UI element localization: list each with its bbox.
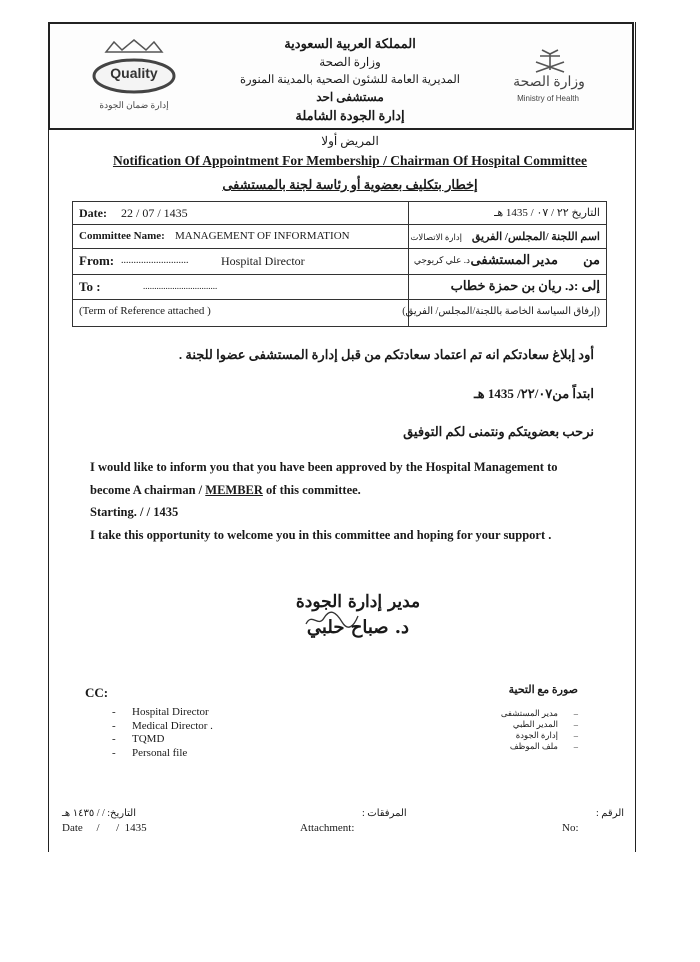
arabic-body-line-3: نرحب بعضويتكم ونتمنى لكم التوفيق (403, 424, 594, 439)
date-label: Date: (79, 206, 107, 220)
cc-label: CC: (85, 685, 109, 700)
from-arabic-name: د. علي كريوجي (413, 255, 470, 265)
to-dots: ................................. (143, 281, 218, 291)
english-body-line-4: I take this opportunity to welcome you in this committee and hoping for your support . (90, 528, 552, 542)
department-name: إدارة الجودة الشاملة (295, 108, 405, 123)
form-divider (73, 274, 606, 275)
committee-value: MANAGEMENT OF INFORMATION (175, 230, 350, 242)
cc-arabic-label: صورة مع التحية (508, 684, 578, 696)
date-arabic: التاريخ ٢٢ / ٠٧ / 1435 هـ (494, 207, 600, 219)
cc-arabic-item: –المدير الطبي (512, 719, 578, 729)
english-body-line-1: I would like to inform you that you have been approved by the Hospital Management to (90, 460, 558, 474)
directorate-name: المديرية العامة للشئون الصحية بالمدينة المنورة (240, 74, 460, 86)
form-divider (73, 224, 606, 225)
english-body-line-2 (90, 483, 361, 498)
member-sentence-prefix: become A chairman / (90, 483, 206, 497)
hospital-name: مستشفى احد (316, 90, 384, 104)
footer-attachment: Attachment: (300, 822, 355, 834)
cc-item: - Hospital Director (112, 706, 209, 718)
page-title-arabic: إخطار بتكليف بعضوية أو رئاسة لجنة بالمستشفى (222, 177, 478, 192)
from-arabic-value: مدير المستشفى (470, 252, 558, 267)
footer-date: Date / / 1435 (62, 822, 147, 834)
cc-list (112, 706, 213, 760)
cc-item: - TQMD (112, 733, 165, 745)
cc-arabic-list (501, 708, 578, 752)
committee-arabic-label: اسم اللجنة /المجلس/ الفريق (471, 231, 600, 243)
cc-arabic-item: –إدارة الجودة (515, 730, 578, 740)
committee-label: Committee Name: (79, 230, 165, 242)
footer-number: No: (562, 822, 579, 834)
form-divider (73, 248, 606, 249)
date-value: 22 / 07 / 1435 (121, 206, 188, 220)
member-sentence-suffix: of this committee. (262, 483, 361, 497)
cc-arabic-item: –مدير المستشفى (500, 708, 578, 718)
reference-arabic: (إرفاق السياسة الخاصة باللجنة/المجلس/ الفريق) (402, 306, 600, 317)
footer-number-arabic: الرقم : (596, 808, 625, 819)
from-label: From: (79, 253, 115, 268)
cc-item: - Medical Director . (112, 719, 213, 732)
arabic-body-line-1: أود إبلاغ سعادتكم انه تم اعتماد سعادتكم من قبل إدارة المستشفى عضوا للجنة . (178, 347, 594, 362)
page-title: Notification Of Appointment For Membership / Chairman Of Hospital Committee (112, 153, 588, 168)
kingdom-name: المملكة العربية السعودية (284, 36, 416, 51)
to-arabic: إلى :د. ريان بن حمزة خطاب (450, 278, 600, 293)
arabic-body-line-2: ابتداً من٢٢/٠٧/ 1435 هـ (473, 386, 594, 401)
cc-item: - Personal file (112, 746, 188, 759)
signature-title: مدير إدارة الجودة (295, 592, 421, 612)
form-divider (73, 299, 606, 300)
from-dots: ........................... (121, 255, 189, 266)
reference-english: (Term of Reference attached ) (79, 305, 211, 317)
committee-arabic-value: إدارة الاتصالات (410, 232, 462, 242)
quality-logo-caption: إدارة ضمان الجودة (99, 100, 169, 110)
ministry-name: وزارة الصحة (319, 55, 381, 69)
moh-logo-arabic: وزارة الصحة (513, 75, 585, 90)
moh-logo-english: Ministry of Health (517, 94, 579, 103)
appointment-form (72, 201, 607, 327)
starting-date: Starting. / / 1435 (90, 505, 179, 519)
cc-arabic-item: –ملف الموظف (509, 741, 578, 751)
from-arabic-label: من (583, 252, 600, 267)
signature-name: د. صباح حلبي (306, 617, 410, 638)
from-value: Hospital Director (221, 254, 305, 268)
footer-attachment-arabic: المرفقات : (362, 808, 407, 819)
quality-logo-text: Quality (110, 65, 158, 81)
member-highlight: MEMBER (205, 483, 263, 497)
to-label: To : (79, 279, 101, 294)
motto: المريض أولا (321, 134, 379, 148)
footer-date-arabic: التاريخ: / / ١٤٣٥ هـ (62, 808, 136, 819)
